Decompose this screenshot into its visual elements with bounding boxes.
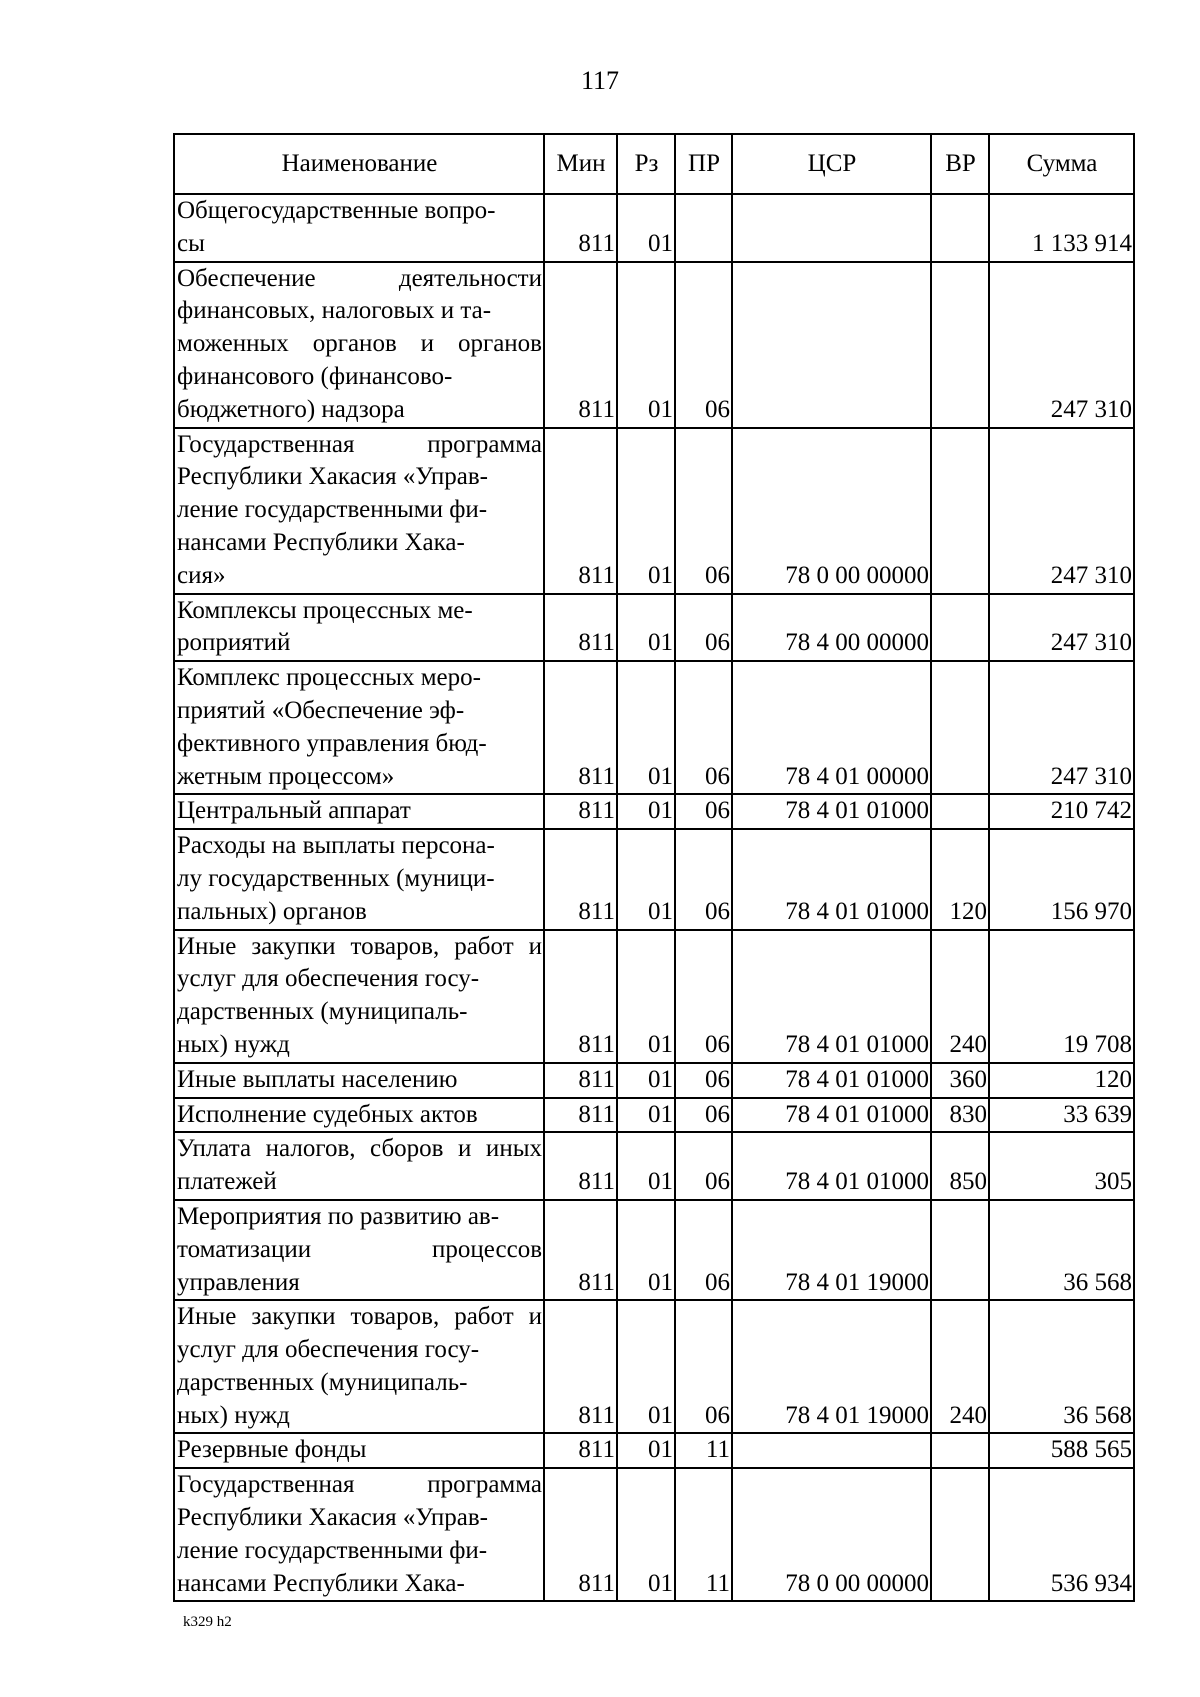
cell-name: Иные закупки товаров, работ и услуг для обеспечения госу- дарственных (муниципаль- ных) нужд — [174, 930, 544, 1063]
cell-min: 811 — [544, 794, 617, 829]
cell-pr: 06 — [675, 1132, 732, 1200]
header-sum: Сумма — [989, 134, 1134, 194]
cell-vr: 120 — [931, 829, 989, 929]
budget-table — [173, 133, 1135, 1602]
cell-sum: 247 310 — [989, 262, 1134, 428]
cell-csr: 78 4 01 01000 — [732, 794, 931, 829]
cell-rz: 01 — [617, 1300, 675, 1433]
cell-sum: 247 310 — [989, 594, 1134, 662]
cell-csr — [732, 1433, 931, 1468]
cell-vr — [931, 594, 989, 662]
cell-rz: 01 — [617, 930, 675, 1063]
header-vr: ВР — [931, 134, 989, 194]
cell-min: 811 — [544, 428, 617, 594]
cell-sum: 156 970 — [989, 829, 1134, 929]
cell-min: 811 — [544, 930, 617, 1063]
cell-csr: 78 4 01 19000 — [732, 1200, 931, 1300]
cell-sum: 247 310 — [989, 661, 1134, 794]
cell-vr — [931, 1200, 989, 1300]
cell-sum: 120 — [989, 1063, 1134, 1098]
table-row — [174, 1098, 1134, 1133]
header-row — [174, 134, 1134, 194]
page-number: 117 — [580, 66, 620, 95]
cell-vr: 360 — [931, 1063, 989, 1098]
cell-pr: 06 — [675, 930, 732, 1063]
cell-name: Иные закупки товаров, работ и услуг для обеспечения госу- дарственных (муниципаль- ных) нужд — [174, 1300, 544, 1433]
cell-vr — [931, 428, 989, 594]
table-row — [174, 1132, 1134, 1200]
table-row — [174, 428, 1134, 594]
cell-sum: 247 310 — [989, 428, 1134, 594]
cell-sum: 36 568 — [989, 1200, 1134, 1300]
cell-vr — [931, 661, 989, 794]
cell-name: Расходы на выплаты персона- лу государственных (муници- пальных) органов — [174, 829, 544, 929]
cell-sum: 36 568 — [989, 1300, 1134, 1433]
header-pr: ПР — [675, 134, 732, 194]
cell-name: Обеспечение деятельности финансовых, налоговых и та- моженных органов и органов финансового (финансово- бюджетного) надзора — [174, 262, 544, 428]
cell-rz: 01 — [617, 1433, 675, 1468]
table-row — [174, 594, 1134, 662]
cell-pr — [675, 194, 732, 262]
cell-min: 811 — [544, 1300, 617, 1433]
cell-sum: 536 934 — [989, 1468, 1134, 1601]
footer-code: k329 h2 — [183, 1614, 232, 1630]
cell-min: 811 — [544, 262, 617, 428]
cell-vr: 240 — [931, 930, 989, 1063]
cell-name: Резервные фонды — [174, 1433, 544, 1468]
table-row — [174, 262, 1134, 428]
table-row — [174, 194, 1134, 262]
cell-pr: 06 — [675, 829, 732, 929]
cell-csr: 78 0 00 00000 — [732, 1468, 931, 1601]
cell-rz: 01 — [617, 661, 675, 794]
header-name: Наименование — [174, 134, 544, 194]
cell-name: Общегосударственные вопро- сы — [174, 194, 544, 262]
cell-csr: 78 4 00 00000 — [732, 594, 931, 662]
cell-sum: 588 565 — [989, 1433, 1134, 1468]
cell-name: Государственная программа Республики Хакасия «Управ- ление государственными фи- нансами Республики Хака- сия» — [174, 428, 544, 594]
cell-vr — [931, 194, 989, 262]
cell-csr: 78 4 01 01000 — [732, 1063, 931, 1098]
cell-csr: 78 4 01 01000 — [732, 930, 931, 1063]
cell-name: Исполнение судебных актов — [174, 1098, 544, 1133]
cell-min: 811 — [544, 661, 617, 794]
cell-name: Мероприятия по развитию ав- томатизации процессов управления — [174, 1200, 544, 1300]
cell-min: 811 — [544, 594, 617, 662]
cell-min: 811 — [544, 829, 617, 929]
cell-sum: 1 133 914 — [989, 194, 1134, 262]
cell-vr: 240 — [931, 1300, 989, 1433]
table-row — [174, 1200, 1134, 1300]
cell-csr: 78 0 00 00000 — [732, 428, 931, 594]
cell-pr: 06 — [675, 661, 732, 794]
cell-pr: 06 — [675, 1300, 732, 1433]
cell-min: 811 — [544, 1200, 617, 1300]
table-row — [174, 930, 1134, 1063]
table-row — [174, 794, 1134, 829]
cell-sum: 19 708 — [989, 930, 1134, 1063]
cell-sum: 210 742 — [989, 794, 1134, 829]
cell-rz: 01 — [617, 428, 675, 594]
cell-vr — [931, 794, 989, 829]
table-row — [174, 661, 1134, 794]
table-row — [174, 1300, 1134, 1433]
cell-vr — [931, 1468, 989, 1601]
cell-rz: 01 — [617, 194, 675, 262]
cell-rz: 01 — [617, 1468, 675, 1601]
cell-csr — [732, 262, 931, 428]
cell-name: Государственная программа Республики Хакасия «Управ- ление государственными фи- нансами Республики Хака- — [174, 1468, 544, 1601]
cell-min: 811 — [544, 1433, 617, 1468]
cell-min: 811 — [544, 1132, 617, 1200]
cell-csr: 78 4 01 01000 — [732, 1098, 931, 1133]
cell-csr — [732, 194, 931, 262]
cell-vr — [931, 1433, 989, 1468]
cell-pr: 06 — [675, 262, 732, 428]
cell-rz: 01 — [617, 1132, 675, 1200]
cell-name: Уплата налогов, сборов и иных платежей — [174, 1132, 544, 1200]
cell-rz: 01 — [617, 594, 675, 662]
cell-pr: 06 — [675, 1063, 732, 1098]
cell-name: Комплексы процессных ме- роприятий — [174, 594, 544, 662]
cell-min: 811 — [544, 1098, 617, 1133]
cell-pr: 06 — [675, 1098, 732, 1133]
header-csr: ЦСР — [732, 134, 931, 194]
table-row — [174, 1063, 1134, 1098]
header-min: Мин — [544, 134, 617, 194]
cell-pr: 11 — [675, 1433, 732, 1468]
cell-vr: 850 — [931, 1132, 989, 1200]
cell-pr: 11 — [675, 1468, 732, 1601]
cell-csr: 78 4 01 00000 — [732, 661, 931, 794]
cell-name: Иные выплаты населению — [174, 1063, 544, 1098]
cell-min: 811 — [544, 194, 617, 262]
cell-csr: 78 4 01 01000 — [732, 1132, 931, 1200]
cell-pr: 06 — [675, 594, 732, 662]
cell-pr: 06 — [675, 428, 732, 594]
cell-vr: 830 — [931, 1098, 989, 1133]
cell-pr: 06 — [675, 1200, 732, 1300]
cell-rz: 01 — [617, 1063, 675, 1098]
cell-vr — [931, 262, 989, 428]
cell-rz: 01 — [617, 262, 675, 428]
table-row — [174, 1468, 1134, 1601]
table-body — [174, 194, 1134, 1601]
table-row — [174, 829, 1134, 929]
cell-csr: 78 4 01 01000 — [732, 829, 931, 929]
table-row — [174, 1433, 1134, 1468]
cell-min: 811 — [544, 1468, 617, 1601]
cell-pr: 06 — [675, 794, 732, 829]
header-rz: Рз — [617, 134, 675, 194]
cell-rz: 01 — [617, 1200, 675, 1300]
cell-min: 811 — [544, 1063, 617, 1098]
cell-name: Комплекс процессных меро- приятий «Обеспечение эф- фективного управления бюд- жетным процессом» — [174, 661, 544, 794]
cell-name: Центральный аппарат — [174, 794, 544, 829]
cell-sum: 305 — [989, 1132, 1134, 1200]
cell-csr: 78 4 01 19000 — [732, 1300, 931, 1433]
cell-sum: 33 639 — [989, 1098, 1134, 1133]
cell-rz: 01 — [617, 829, 675, 929]
cell-rz: 01 — [617, 1098, 675, 1133]
cell-rz: 01 — [617, 794, 675, 829]
